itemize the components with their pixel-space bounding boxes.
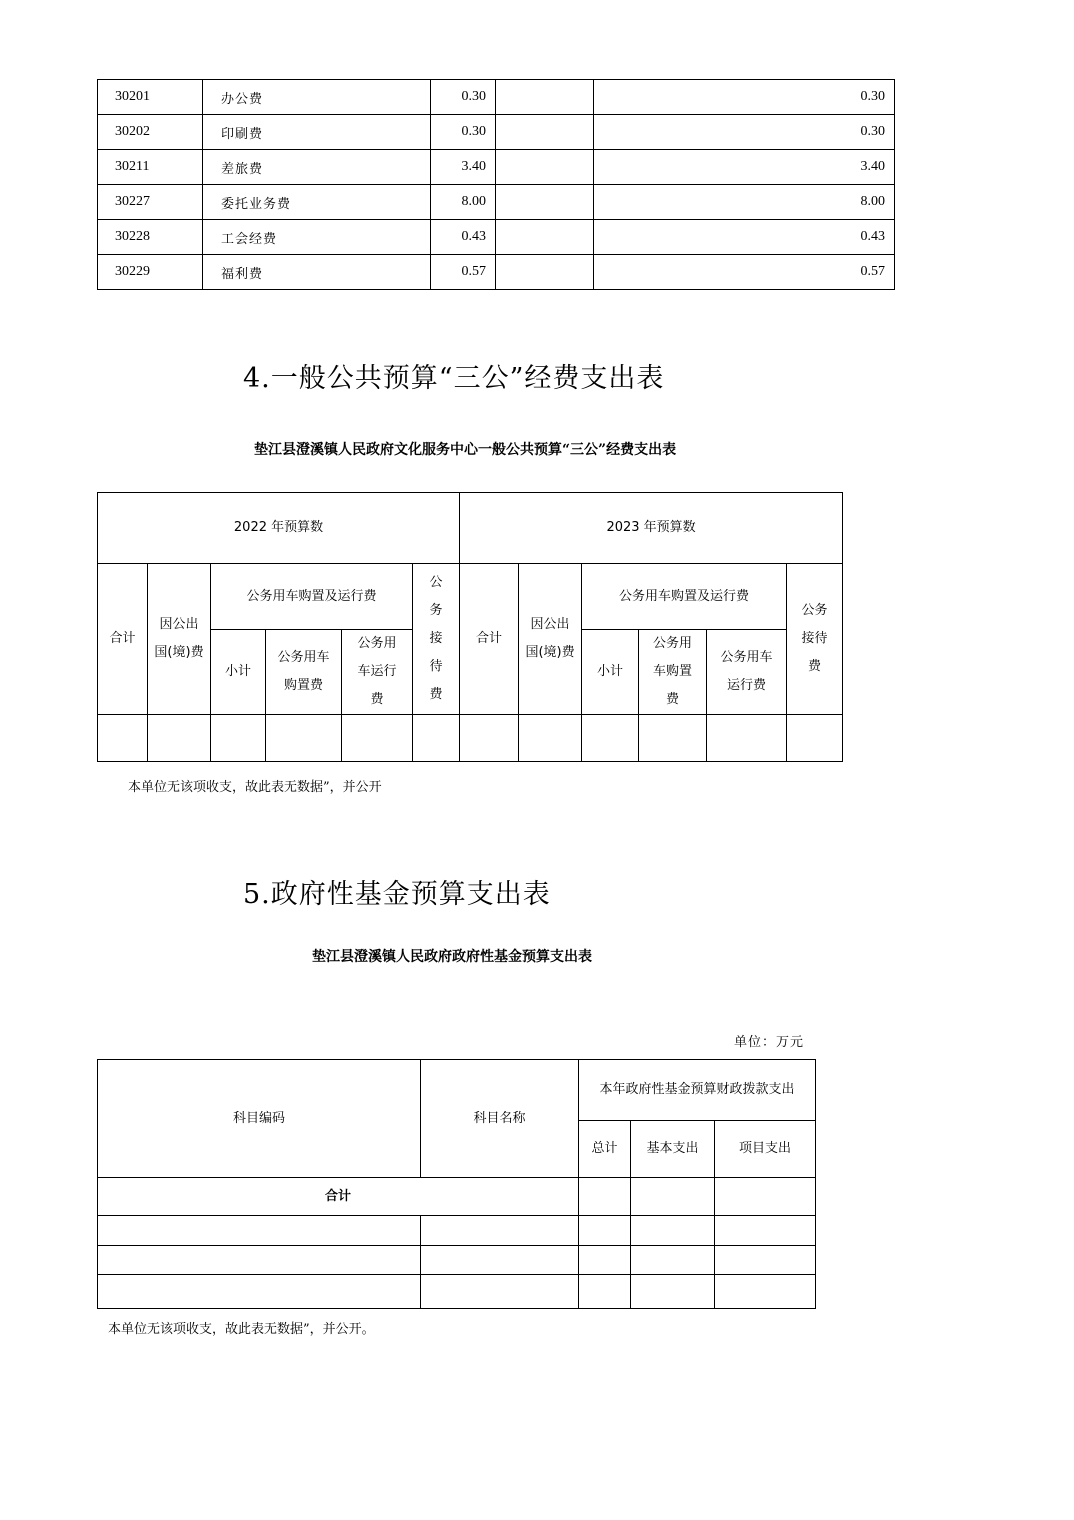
- col-name-header: 科目名称: [421, 1060, 579, 1178]
- row-project: 8.00: [594, 185, 895, 220]
- abroad-2022-header: 因公出国(境)费: [148, 564, 211, 715]
- year-2022-header: 2022 年预算数: [98, 493, 460, 564]
- row-name: 办公费: [203, 80, 431, 115]
- table-row: [98, 115, 895, 150]
- expense-detail-table: [97, 79, 895, 290]
- row-basic: [496, 150, 594, 185]
- row-basic: [496, 255, 594, 290]
- section-5-note: 本单位无该项收支，故此表无数据”，并公开。: [108, 1322, 375, 1337]
- year-2023-header: 2023 年预算数: [460, 493, 843, 564]
- gov-fund-table-title: 垫江县澄溪镇人民政府政府性基金预算支出表: [312, 949, 592, 965]
- row-code: 30202: [98, 115, 203, 150]
- row-code: 30201: [98, 80, 203, 115]
- car-buy-2023-header: 公务用车购置费: [639, 630, 707, 715]
- row-name: 委托业务费: [203, 185, 431, 220]
- col-project-header: 项目支出: [715, 1121, 816, 1178]
- table-row: [98, 150, 895, 185]
- row-amount: 0.30: [431, 80, 496, 115]
- row-name: 印刷费: [203, 115, 431, 150]
- row-amount: 8.00: [431, 185, 496, 220]
- table-row: [98, 80, 895, 115]
- row-basic: [496, 220, 594, 255]
- three-public-table-title: 垫江县澄溪镇人民政府文化服务中心一般公共预算“三公”经费支出表: [254, 442, 677, 458]
- subtotal-2022-header: 小计: [211, 630, 266, 715]
- row-name: 福利费: [203, 255, 431, 290]
- table-row: [98, 185, 895, 220]
- row-project: 0.30: [594, 80, 895, 115]
- reception-2023-header: 公务接待费: [787, 564, 843, 715]
- col-code-header: 科目编码: [98, 1060, 421, 1178]
- row-code: 30229: [98, 255, 203, 290]
- row-basic: [496, 80, 594, 115]
- row-total-label: 合计: [98, 1178, 579, 1216]
- row-basic: [496, 115, 594, 150]
- row-name: 工会经费: [203, 220, 431, 255]
- row-project: 0.57: [594, 255, 895, 290]
- row-amount: 3.40: [431, 150, 496, 185]
- row-name: 差旅费: [203, 150, 431, 185]
- row-code: 30228: [98, 220, 203, 255]
- total-2022-header: 合计: [98, 564, 148, 715]
- unit-label: 单位：万元: [734, 1035, 805, 1050]
- reception-2022-header: 公务接待费: [413, 564, 460, 715]
- car-group-2022-header: 公务用车购置及运行费: [211, 564, 413, 630]
- row-basic: [496, 185, 594, 220]
- row-amount: 0.30: [431, 115, 496, 150]
- table-row: [98, 220, 895, 255]
- abroad-2023-header: 因公出国(境)费: [519, 564, 582, 715]
- subtotal-2023-header: 小计: [582, 630, 639, 715]
- row-code: 30227: [98, 185, 203, 220]
- car-run-2023-header: 公务用车运行费: [707, 630, 787, 715]
- row-amount: 0.43: [431, 220, 496, 255]
- car-run-2022-header: 公务用车运行费: [342, 630, 413, 715]
- section-4-note: 本单位无该项收支，故此表无数据”，并公开: [128, 780, 382, 795]
- row-project: 3.40: [594, 150, 895, 185]
- row-amount: 0.57: [431, 255, 496, 290]
- row-project: 0.30: [594, 115, 895, 150]
- three-public-expense-table: [97, 492, 843, 762]
- section-4-heading: 4.一般公共预算“三公”经费支出表: [243, 363, 665, 394]
- section-5-heading: 5.政府性基金预算支出表: [243, 879, 551, 910]
- row-code: 30211: [98, 150, 203, 185]
- col-total-header: 总计: [579, 1121, 631, 1178]
- col-basic-header: 基本支出: [631, 1121, 715, 1178]
- car-group-2023-header: 公务用车购置及运行费: [582, 564, 787, 630]
- table-row: [98, 255, 895, 290]
- gov-fund-expense-table: [97, 1059, 816, 1309]
- col-group-header: 本年政府性基金预算财政拨款支出: [579, 1060, 816, 1121]
- total-2023-header: 合计: [460, 564, 519, 715]
- row-project: 0.43: [594, 220, 895, 255]
- car-buy-2022-header: 公务用车购置费: [266, 630, 342, 715]
